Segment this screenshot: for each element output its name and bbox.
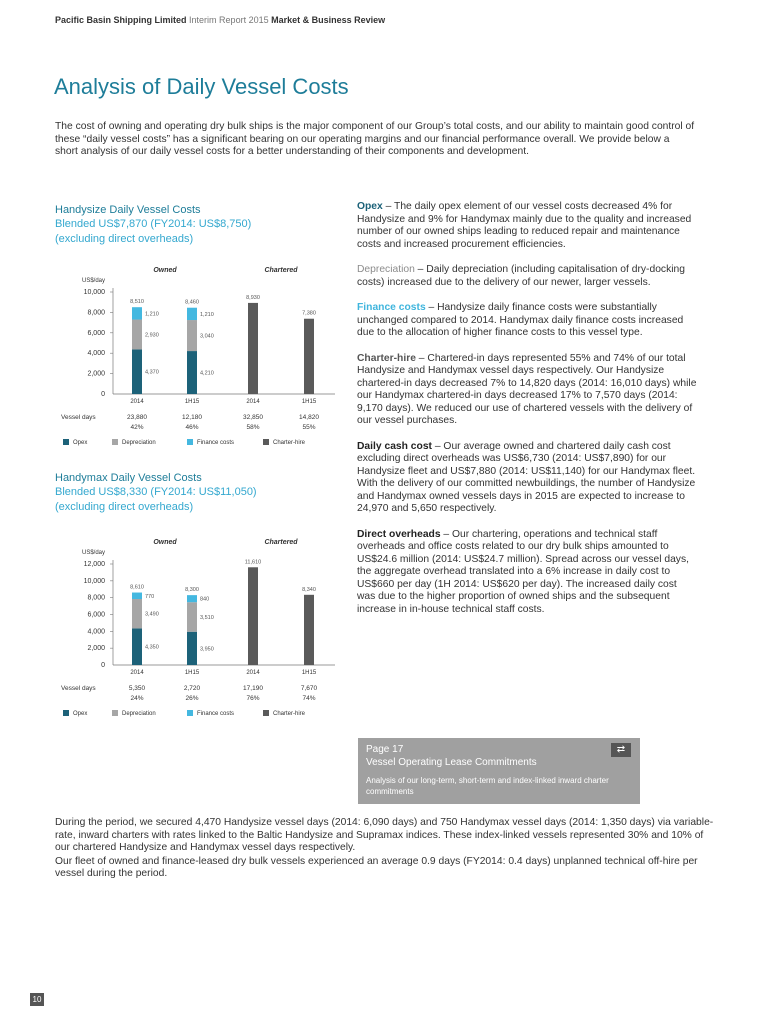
handysize-segment-label: 1,210	[145, 311, 159, 318]
opex-term: Opex	[357, 201, 383, 212]
handymax-bar-charter-3	[248, 567, 258, 665]
handymax-bar-charter-4	[304, 595, 314, 665]
handysize-vessel-days-value: 23,880	[127, 414, 147, 421]
handysize-ytick-label: 6,000	[87, 329, 105, 337]
handymax-chart	[55, 530, 345, 726]
opex-paragraph	[357, 201, 697, 251]
handysize-ytick-label: 8,000	[87, 309, 105, 317]
handymax-charter-legend-label: Charter-hire	[273, 711, 306, 717]
handymax-bar-opex-1	[132, 628, 142, 665]
handymax-percent-value: 26%	[185, 695, 199, 702]
handysize-total-label: 8,930	[246, 294, 260, 301]
intro-paragraph: The cost of owning and operating dry bulk ships is the major component of our Group’s total costs, and our ability to maintain good control of these “daily vessel costs” has a significant bearing on our operating margins and our financial performance overall. We provide below a short analysis of our daily vessel costs for a better understanding of their components and development.	[55, 121, 695, 157]
handymax-bar-finance-1	[132, 593, 142, 599]
handymax-xtick-label: 2014	[246, 670, 260, 676]
handysize-xtick-label: 1H15	[184, 399, 200, 405]
handymax-bar-opex-2	[187, 632, 197, 665]
depreciation-paragraph	[357, 264, 697, 289]
handysize-bar-opex-2	[187, 351, 197, 394]
handysize-opex-legend-label: Opex	[73, 440, 88, 446]
handysize-percent-value: 46%	[185, 424, 199, 431]
handymax-chart-block	[55, 471, 345, 515]
handysize-bar-finance-1	[132, 307, 142, 319]
handysize-segment-label: 2,930	[145, 332, 159, 339]
handymax-ytick-label: 2,000	[87, 645, 105, 653]
handymax-opex-legend-label: Opex	[73, 711, 88, 717]
handysize-bar-charter-3	[248, 303, 258, 394]
handysize-y-axis-label: US$/day	[82, 278, 106, 284]
company-name: Pacific Basin Shipping Limited	[55, 15, 187, 25]
right-column-text	[357, 201, 697, 629]
handymax-vessel-days-value: 5,350	[128, 685, 146, 692]
handymax-chart-subtitle: Blended US$8,330 (FY2014: US$11,050)	[55, 486, 257, 498]
report-name: Interim Report 2015	[189, 15, 269, 25]
charter-text: – Chartered-in days represented 55% and 74% of our total Handysize and Handymax vessel days respectively. Our Handysize chartered-in days decreased 7% to 14,820 days (2014: 16,010 days) while our Handymax chartered-in days decreased 17% to 7,570 days (2014: 9,170 days). We reduced our use of chartered vessels with the delivery of our vessel purchases.	[357, 352, 697, 426]
handymax-depreciation-legend-label: Depreciation	[122, 711, 156, 717]
handysize-xtick-label: 1H15	[301, 399, 317, 405]
handysize-chart-subtitle: Blended US$7,870 (FY2014: US$8,750)	[55, 218, 252, 230]
charter-paragraph	[357, 353, 697, 428]
finance-term: Finance costs	[357, 302, 426, 313]
handymax-segment-label: 3,510	[200, 614, 214, 621]
ref-title: Vessel Operating Lease Commitments	[366, 757, 537, 768]
handysize-xtick-label: 2014	[246, 399, 260, 405]
handymax-segment-label: 3,490	[145, 611, 159, 618]
handymax-ytick-label: 6,000	[87, 611, 105, 619]
handysize-vessel-days-value: 12,180	[182, 414, 202, 421]
handymax-ytick-label: 4,000	[87, 628, 105, 636]
handysize-group-chartered: Chartered	[264, 267, 298, 274]
handysize-finance-legend-swatch	[187, 439, 193, 445]
handymax-charter-legend-swatch	[263, 710, 269, 716]
depreciation-text: – Daily depreciation (including capitalisation of dry-docking costs) increased due to the delivery of our newer, larger vessels.	[357, 264, 685, 288]
handymax-ytick-label: 10,000	[83, 577, 105, 585]
overheads-paragraph	[357, 529, 697, 617]
handymax-percent-value: 74%	[302, 695, 316, 702]
handymax-group-chartered: Chartered	[264, 539, 298, 546]
handysize-group-owned: Owned	[153, 267, 177, 274]
handysize-total-label: 8,510	[130, 299, 144, 306]
handymax-segment-label: 770	[145, 593, 155, 600]
handysize-xtick-label: 2014	[130, 399, 144, 405]
swap-arrows-icon[interactable]: ⇄	[611, 743, 631, 757]
charter-term: Charter-hire	[357, 352, 416, 364]
handymax-opex-legend-swatch	[63, 710, 69, 716]
overheads-text: – Our chartering, operations and technical staff overheads and office costs related to our dry bulk ships amounted to US$24.6 million (2014: US$24.7 million). Spread across our vessel days, the aggregate overhead translated into a 6% increase in daily cost to US$660 per day (1H 2014: US$620 per day). The increased daily cost was due to the higher proportion of owned ships and the subsequent increase in in-house technical staff costs.	[357, 528, 689, 615]
handymax-chart-note: (excluding direct overheads)	[55, 501, 194, 513]
handysize-vessel-days-label: Vessel days	[61, 414, 96, 421]
handysize-chart-note: (excluding direct overheads)	[55, 233, 194, 245]
handymax-segment-label: 3,950	[200, 646, 214, 653]
cash-cost-paragraph	[357, 441, 697, 516]
depreciation-term: Depreciation	[357, 264, 415, 275]
handymax-ytick-label: 12,000	[83, 561, 105, 568]
handysize-segment-label: 3,040	[200, 333, 214, 340]
handymax-total-label: 8,300	[185, 587, 199, 594]
handysize-bar-charter-4	[304, 319, 314, 394]
section-name: Market & Business Review	[271, 15, 386, 25]
index-linked-paragraph: During the period, we secured 4,470 Handysize vessel days (2014: 6,090 days) and 750 Handymax vessel days (2014: 1,350 days) via variable-rate, inward charters with rates linked to the Baltic Handysize and Supramax indices. These index-linked vessels represented 30% and 10% of our chartered Handysize and Handymax vessel days respectively.	[55, 817, 714, 853]
handymax-bar-finance-2	[187, 595, 197, 602]
bottom-text	[55, 817, 715, 882]
handysize-depreciation-legend-swatch	[112, 439, 118, 445]
handysize-segment-label: 4,370	[145, 369, 159, 376]
handysize-percent-value: 55%	[302, 424, 316, 431]
handysize-ytick-label: 2,000	[87, 370, 105, 378]
handymax-segment-label: 4,350	[145, 644, 159, 651]
handysize-vessel-days-value: 32,850	[243, 414, 263, 421]
page-reference-box[interactable]	[358, 738, 640, 804]
handymax-vessel-days-value: 17,190	[243, 685, 263, 692]
finance-paragraph	[357, 302, 697, 340]
handysize-chart-title: Handysize Daily Vessel Costs	[55, 204, 201, 216]
off-hire-paragraph: Our fleet of owned and finance-leased dry bulk vessels experienced an average 0.9 days (FY2014: 0.4 days) unplanned technical off-hire per vessel during the period.	[55, 855, 698, 879]
ref-page-number: Page 17	[366, 744, 404, 755]
handymax-xtick-label: 1H15	[184, 670, 200, 676]
top-header-bar	[0, 0, 768, 34]
cash-cost-text: – Our average owned and chartered daily cash cost excluding direct overheads was US$6,730 (2014: US$7,890) for our Handysize fleet and US$7,880 (2014: US$11,140) for our Handymax fleet. With the delivery of our committed newbuildings, the number of Handysize and Handymax owned vessels days in 2015 are expected to increase to 24,970 and 5,650 respectively.	[357, 440, 696, 514]
handysize-bar-depreciation-1	[132, 320, 142, 350]
handysize-charter-legend-swatch	[263, 439, 269, 445]
handymax-ytick-label: 8,000	[87, 594, 105, 602]
handysize-segment-label: 4,210	[200, 370, 214, 377]
handymax-bar-depreciation-2	[187, 602, 197, 632]
handysize-opex-legend-swatch	[63, 439, 69, 445]
handymax-ytick-label: 0	[101, 662, 105, 669]
handymax-xtick-label: 2014	[130, 670, 144, 676]
handymax-vessel-days-value: 7,670	[300, 685, 318, 692]
handysize-finance-legend-label: Finance costs	[197, 440, 235, 446]
page-title: Analysis of Daily Vessel Costs	[54, 74, 349, 99]
handysize-total-label: 7,380	[302, 310, 316, 317]
handysize-chart	[55, 258, 345, 458]
handymax-total-label: 8,340	[302, 586, 316, 593]
handymax-percent-value: 24%	[130, 695, 144, 702]
handysize-total-label: 8,460	[185, 299, 199, 306]
handymax-finance-legend-swatch	[187, 710, 193, 716]
handymax-chart-title: Handymax Daily Vessel Costs	[55, 472, 202, 484]
handymax-finance-legend-label: Finance costs	[197, 711, 235, 717]
handysize-ytick-label: 4,000	[87, 350, 105, 358]
handysize-ytick-label: 10,000	[83, 289, 105, 296]
handymax-vessel-days-label: Vessel days	[61, 685, 96, 692]
handymax-group-owned: Owned	[153, 539, 177, 546]
handymax-y-axis-label: US$/day	[82, 550, 106, 556]
handymax-total-label: 11,610	[244, 559, 262, 566]
running-header	[55, 15, 385, 25]
opex-text: – The daily opex element of our vessel costs decreased 4% for Handysize and 9% for Handymax mainly due to the quality and increased number of our owned ships leading to reduced repair and maintenance costs and increased procurement efficiencies.	[357, 201, 692, 250]
finance-text: – Handysize daily finance costs were substantially unchanged compared to 2014. Handymax daily finance costs increased due to the allocation of higher finance costs to this vessel type.	[357, 302, 684, 338]
handysize-bar-finance-2	[187, 308, 197, 320]
handysize-vessel-days-value: 14,820	[299, 414, 319, 421]
handymax-bar-depreciation-1	[132, 599, 142, 628]
cash-cost-term: Daily cash cost	[357, 440, 432, 452]
handysize-segment-label: 1,210	[200, 311, 214, 318]
handymax-percent-value: 76%	[246, 695, 260, 702]
handymax-vessel-days-value: 2,720	[183, 685, 201, 692]
handymax-total-label: 8,610	[130, 584, 144, 591]
handymax-depreciation-legend-swatch	[112, 710, 118, 716]
handysize-bar-opex-1	[132, 349, 142, 394]
overheads-term: Direct overheads	[357, 528, 441, 540]
handymax-segment-label: 840	[200, 596, 210, 603]
handysize-charter-legend-label: Charter-hire	[273, 440, 306, 446]
handysize-percent-value: 42%	[130, 424, 144, 431]
handysize-chart-block	[55, 203, 345, 247]
ref-description: Analysis of our long-term, short-term and index-linked inward charter commitments	[366, 776, 609, 796]
handysize-ytick-label: 0	[101, 391, 105, 398]
handymax-xtick-label: 1H15	[301, 670, 317, 676]
page-number: 10	[30, 993, 44, 1006]
handysize-bar-depreciation-2	[187, 320, 197, 351]
handysize-depreciation-legend-label: Depreciation	[122, 440, 156, 446]
handysize-percent-value: 58%	[246, 424, 260, 431]
